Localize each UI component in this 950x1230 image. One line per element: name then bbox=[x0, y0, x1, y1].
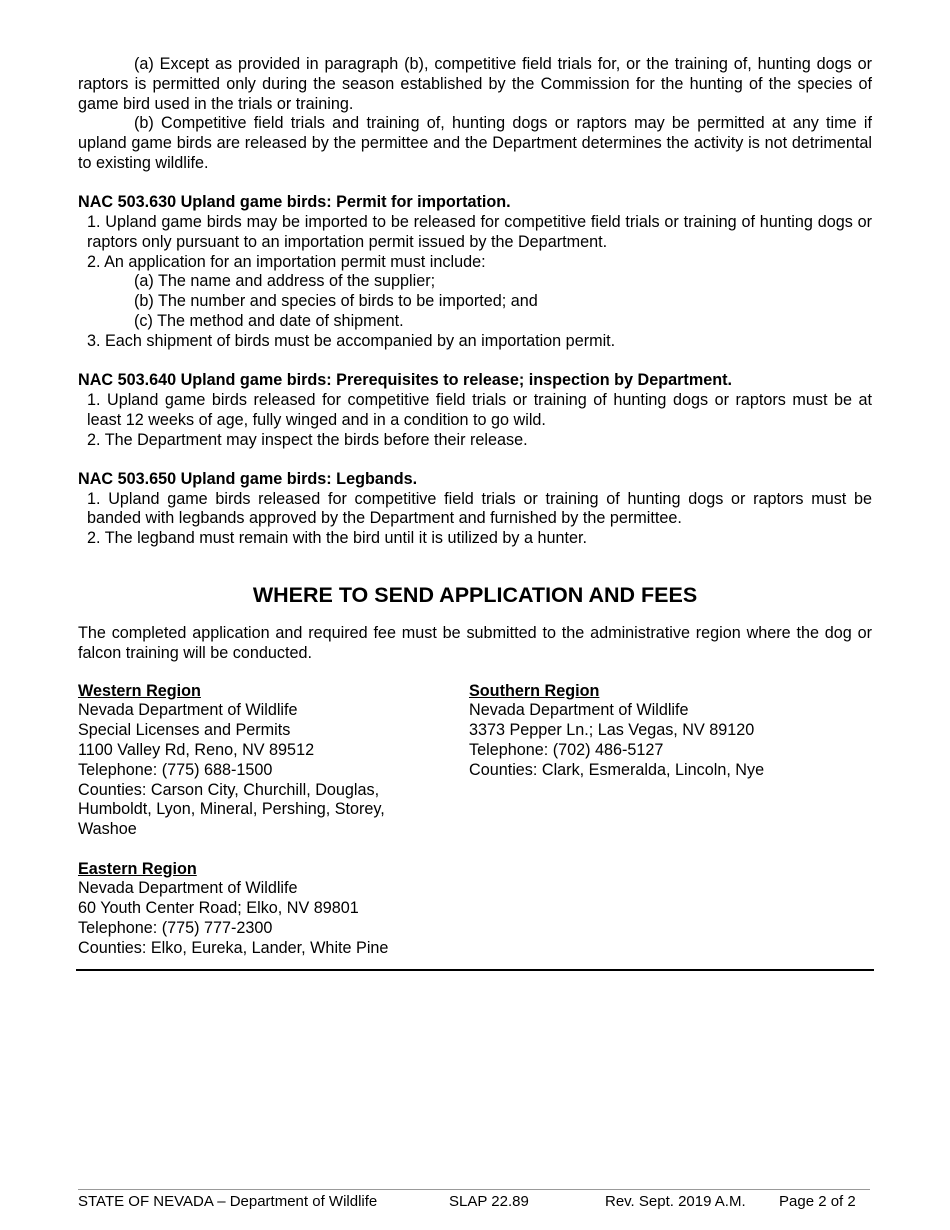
section-630-item-3: 3. Each shipment of birds must be accompanied by an importation permit. bbox=[87, 331, 616, 350]
western-region-line: Special Licenses and Permits bbox=[78, 721, 291, 740]
western-region-line: Humboldt, Lyon, Mineral, Pershing, Storey, bbox=[78, 800, 385, 819]
section-divider bbox=[76, 969, 874, 971]
section-650-item-1: 1. Upland game birds released for competitive field trials or training of hunting dogs or raptors must be banded with legbands approved by the Department and furnished by the permittee. bbox=[87, 489, 872, 528]
regions-block bbox=[78, 682, 872, 962]
section-630-subitem-b: (b) The number and species of birds to be imported; and bbox=[134, 292, 538, 311]
section-heading-650: NAC 503.650 Upland game birds: Legbands. bbox=[78, 469, 418, 488]
eastern-region-line: Telephone: (775) 777-2300 bbox=[78, 918, 273, 937]
footer-revision: Rev. Sept. 2019 A.M. bbox=[605, 1193, 746, 1210]
southern-region-heading: Southern Region bbox=[469, 681, 600, 700]
southern-region-line: Nevada Department of Wildlife bbox=[469, 701, 689, 720]
footer-agency: STATE OF NEVADA – Department of Wildlife bbox=[78, 1193, 378, 1210]
section-640-item-1: 1. Upland game birds released for competitive field trials or training of hunting dogs or raptors must be at least 12 weeks of age, fully winged and in a condition to go wild. bbox=[87, 390, 872, 429]
western-region-line: Nevada Department of Wildlife bbox=[78, 701, 298, 720]
section-630-item-2: 2. An application for an importation permit must include: bbox=[87, 252, 486, 271]
eastern-region-line: Counties: Elko, Eureka, Lander, White Pine bbox=[78, 938, 389, 957]
send-application-text: The completed application and required fee must be submitted to the administrative region where the dog or falcon training will be conducted. bbox=[78, 624, 872, 662]
intro-paragraph-b: (b) Competitive field trials and training of, hunting dogs or raptors may be permitted at any time if upland game birds are released by the permittee and the Department determines the activity is not detrimental to existing wildlife. bbox=[78, 114, 872, 172]
send-application-title: WHERE TO SEND APPLICATION AND FEES bbox=[252, 583, 698, 608]
section-heading-640: NAC 503.640 Upland game birds: Prerequisites to release; inspection by Department. bbox=[78, 371, 732, 390]
eastern-region-line: 60 Youth Center Road; Elko, NV 89801 bbox=[78, 899, 359, 918]
regions-right-column bbox=[469, 682, 872, 781]
section-650-item-2: 2. The legband must remain with the bird until it is utilized by a hunter. bbox=[87, 529, 587, 548]
document-body bbox=[78, 55, 872, 962]
western-region bbox=[78, 682, 448, 840]
intro-paragraph-a: (a) Except as provided in paragraph (b), competitive field trials for, or the training of, hunting dogs or raptors is permitted only during the season established by the Commission for the hunting of the species of game bird used in the trials or training. bbox=[78, 55, 872, 113]
section-heading-630: NAC 503.630 Upland game birds: Permit for importation. bbox=[78, 193, 511, 212]
western-region-line: Telephone: (775) 688-1500 bbox=[78, 760, 273, 779]
section-630-subitem-c: (c) The method and date of shipment. bbox=[134, 312, 404, 331]
western-region-line: Counties: Carson City, Churchill, Douglas, bbox=[78, 780, 380, 799]
regions-left-column bbox=[78, 682, 448, 959]
southern-region bbox=[469, 682, 872, 781]
western-region-heading: Western Region bbox=[78, 681, 201, 700]
southern-region-line: Telephone: (702) 486-5127 bbox=[469, 741, 664, 760]
western-region-line: Washoe bbox=[78, 820, 137, 839]
footer-form-number: SLAP 22.89 bbox=[449, 1193, 529, 1210]
footer-page-number: Page 2 of 2 bbox=[779, 1193, 856, 1210]
western-region-line: 1100 Valley Rd, Reno, NV 89512 bbox=[78, 741, 315, 760]
southern-region-line: Counties: Clark, Esmeralda, Lincoln, Nye bbox=[469, 760, 765, 779]
section-630-item-1: 1. Upland game birds may be imported to be released for competitive field trials or training of hunting dogs or raptors only pursuant to an importation permit issued by the Department. bbox=[87, 213, 872, 251]
footer-divider bbox=[78, 1189, 870, 1190]
eastern-region-line: Nevada Department of Wildlife bbox=[78, 879, 298, 898]
section-630-subitem-a: (a) The name and address of the supplier; bbox=[134, 272, 436, 291]
section-640-item-2: 2. The Department may inspect the birds before their release. bbox=[87, 430, 528, 449]
eastern-region-heading: Eastern Region bbox=[78, 859, 197, 878]
eastern-region bbox=[78, 860, 448, 959]
southern-region-line: 3373 Pepper Ln.; Las Vegas, NV 89120 bbox=[469, 721, 755, 740]
